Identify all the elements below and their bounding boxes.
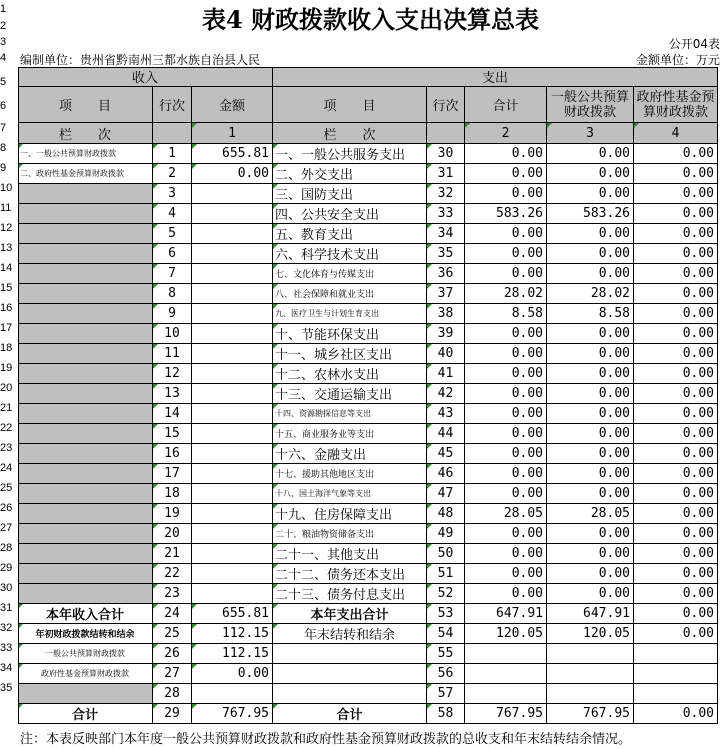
income-item[interactable]	[18, 364, 153, 384]
income-line-no[interactable]: 26	[153, 644, 192, 664]
expense-item[interactable]: 二十、粮油物资储备支出	[273, 524, 427, 544]
income-amount[interactable]	[192, 224, 273, 244]
income-item[interactable]	[18, 344, 153, 364]
expense-item[interactable]: 十七、援助其他地区支出	[273, 464, 427, 484]
expense-total[interactable]: 0.00	[465, 584, 547, 604]
expense-general-budget[interactable]: 0.00	[547, 564, 634, 584]
income-amount[interactable]	[192, 264, 273, 284]
expense-general-budget[interactable]: 583.26	[547, 204, 634, 224]
expense-item[interactable]: 二十三、债务付息支出	[273, 584, 427, 604]
table-note[interactable]: 注：本表反映部门本年度一般公共预算财政拨款和政府性基金预算财政拨款的总收支和年末结转结余情况。	[20, 732, 632, 747]
header-general-budget[interactable]: 一般公共预算财政拨款	[547, 87, 634, 123]
income-item[interactable]	[18, 404, 153, 424]
expense-total[interactable]: 0.00	[465, 484, 547, 504]
expense-gov-fund[interactable]: 0.00	[634, 504, 718, 524]
row-number[interactable]: 34	[0, 662, 13, 674]
expense-total[interactable]: 0.00	[465, 224, 547, 244]
header-col-1[interactable]: 1	[192, 123, 273, 144]
row-number[interactable]: 10	[0, 182, 13, 194]
row-number[interactable]: 14	[0, 262, 13, 274]
row-number[interactable]: 24	[0, 462, 13, 474]
income-item[interactable]	[18, 304, 153, 324]
report-title[interactable]: 表4 财政拨款收入支出决算总表	[201, 5, 540, 34]
income-line-no[interactable]: 7	[153, 264, 192, 284]
row-number[interactable]: 8	[0, 142, 7, 154]
income-item[interactable]	[18, 184, 153, 204]
expense-general-budget[interactable]: 0.00	[547, 264, 634, 284]
expense-total[interactable]: 0.00	[465, 404, 547, 424]
form-code[interactable]: 公开04表	[668, 36, 720, 51]
expense-item[interactable]: 本年支出合计	[273, 604, 427, 624]
expense-general-budget[interactable]: 0.00	[547, 524, 634, 544]
row-number[interactable]: 35	[0, 682, 13, 694]
expense-line-no[interactable]: 50	[427, 544, 465, 564]
row-number[interactable]: 2	[0, 20, 7, 32]
income-line-no[interactable]: 11	[153, 344, 192, 364]
expense-gov-fund[interactable]: 0.00	[634, 364, 718, 384]
expense-gov-fund[interactable]: 0.00	[634, 264, 718, 284]
expense-total[interactable]: 8.58	[465, 304, 547, 324]
income-item[interactable]	[18, 224, 153, 244]
row-number[interactable]: 21	[0, 402, 13, 414]
expense-general-budget[interactable]: 0.00	[547, 224, 634, 244]
expense-general-budget[interactable]: 0.00	[547, 144, 634, 164]
expense-total[interactable]: 0.00	[465, 164, 547, 184]
expense-line-no[interactable]: 42	[427, 384, 465, 404]
reporting-unit[interactable]: 编制单位：贵州省黔南州三都水族自治县人民	[20, 52, 261, 67]
income-amount[interactable]	[192, 444, 273, 464]
expense-item[interactable]: 十九、住房保障支出	[273, 504, 427, 524]
header-col-4[interactable]: 4	[634, 123, 718, 144]
expense-general-budget[interactable]: 0.00	[547, 584, 634, 604]
expense-item[interactable]	[273, 664, 427, 684]
expense-gov-fund[interactable]: 0.00	[634, 384, 718, 404]
income-amount[interactable]	[192, 304, 273, 324]
header-column-label[interactable]: 栏 次	[18, 123, 153, 144]
expense-line-no[interactable]: 36	[427, 264, 465, 284]
expense-general-budget[interactable]: 0.00	[547, 484, 634, 504]
header-total[interactable]: 合计	[465, 87, 547, 123]
expense-line-no[interactable]: 38	[427, 304, 465, 324]
income-amount[interactable]	[192, 464, 273, 484]
income-item[interactable]: 一般公共预算财政拨款	[18, 644, 153, 664]
income-line-no[interactable]: 27	[153, 664, 192, 684]
income-amount[interactable]	[192, 484, 273, 504]
expense-item[interactable]: 二十二、债务还本支出	[273, 564, 427, 584]
income-amount[interactable]: 767.95	[192, 704, 273, 724]
income-amount[interactable]	[192, 204, 273, 224]
income-line-no[interactable]: 14	[153, 404, 192, 424]
expense-total[interactable]: 0.00	[465, 244, 547, 264]
expense-line-no[interactable]: 40	[427, 344, 465, 364]
income-item[interactable]	[18, 564, 153, 584]
row-number[interactable]: 4	[0, 52, 7, 64]
expense-gov-fund[interactable]: 0.00	[634, 564, 718, 584]
row-number[interactable]: 12	[0, 222, 13, 234]
expense-total[interactable]: 0.00	[465, 344, 547, 364]
expense-gov-fund[interactable]: 0.00	[634, 444, 718, 464]
income-item[interactable]: 本年收入合计	[18, 604, 153, 624]
expense-total[interactable]	[465, 684, 547, 704]
income-item[interactable]: 合计	[18, 704, 153, 724]
expense-gov-fund[interactable]: 0.00	[634, 704, 718, 724]
row-number[interactable]: 9	[0, 162, 7, 174]
row-number[interactable]: 7	[0, 122, 7, 134]
expense-total[interactable]: 0.00	[465, 264, 547, 284]
income-amount[interactable]	[192, 344, 273, 364]
expense-total[interactable]: 0.00	[465, 364, 547, 384]
income-amount[interactable]	[192, 424, 273, 444]
income-line-no[interactable]: 20	[153, 524, 192, 544]
expense-gov-fund[interactable]: 0.00	[634, 584, 718, 604]
expense-general-budget[interactable]: 0.00	[547, 344, 634, 364]
expense-gov-fund[interactable]: 0.00	[634, 204, 718, 224]
income-item[interactable]	[18, 264, 153, 284]
income-line-no[interactable]: 24	[153, 604, 192, 624]
income-line-no[interactable]: 8	[153, 284, 192, 304]
expense-total[interactable]: 0.00	[465, 564, 547, 584]
expense-general-budget[interactable]: 647.91	[547, 604, 634, 624]
expense-line-no[interactable]: 45	[427, 444, 465, 464]
income-line-no[interactable]: 19	[153, 504, 192, 524]
row-number[interactable]: 27	[0, 522, 13, 534]
expense-item[interactable]: 二、外交支出	[273, 164, 427, 184]
expense-total[interactable]: 0.00	[465, 544, 547, 564]
expense-total[interactable]: 0.00	[465, 524, 547, 544]
income-item[interactable]	[18, 504, 153, 524]
expense-total[interactable]: 0.00	[465, 324, 547, 344]
expense-line-no[interactable]: 33	[427, 204, 465, 224]
expense-line-no[interactable]: 30	[427, 144, 465, 164]
expense-line-no[interactable]: 31	[427, 164, 465, 184]
expense-general-budget[interactable]: 0.00	[547, 184, 634, 204]
header-column-line[interactable]	[153, 123, 192, 144]
income-line-no[interactable]: 9	[153, 304, 192, 324]
income-item[interactable]	[18, 684, 153, 704]
expense-gov-fund[interactable]: 0.00	[634, 224, 718, 244]
expense-gov-fund[interactable]: 0.00	[634, 304, 718, 324]
expense-general-budget[interactable]	[547, 664, 634, 684]
expense-general-budget[interactable]	[547, 684, 634, 704]
row-number[interactable]: 1	[0, 3, 7, 15]
expense-item[interactable]: 六、科学技术支出	[273, 244, 427, 264]
income-item[interactable]: 年初财政拨款结转和结余	[18, 624, 153, 644]
income-amount[interactable]	[192, 544, 273, 564]
expense-gov-fund[interactable]: 0.00	[634, 184, 718, 204]
income-line-no[interactable]: 28	[153, 684, 192, 704]
income-item[interactable]	[18, 584, 153, 604]
row-number[interactable]: 3	[0, 36, 7, 48]
header-column-label[interactable]: 栏 次	[273, 123, 427, 144]
income-item[interactable]	[18, 204, 153, 224]
income-line-no[interactable]: 10	[153, 324, 192, 344]
row-number[interactable]: 33	[0, 642, 13, 654]
income-amount[interactable]	[192, 364, 273, 384]
expense-gov-fund[interactable]: 0.00	[634, 524, 718, 544]
income-amount[interactable]: 112.15	[192, 624, 273, 644]
expense-gov-fund[interactable]: 0.00	[634, 144, 718, 164]
income-item[interactable]	[18, 464, 153, 484]
income-line-no[interactable]: 2	[153, 164, 192, 184]
expense-gov-fund[interactable]	[634, 664, 718, 684]
expense-item[interactable]: 五、教育支出	[273, 224, 427, 244]
row-number[interactable]: 28	[0, 542, 13, 554]
expense-gov-fund[interactable]: 0.00	[634, 464, 718, 484]
income-item[interactable]: 一、一般公共预算财政拨款	[18, 144, 153, 164]
income-item[interactable]: 政府性基金预算财政拨款	[18, 664, 153, 684]
expense-line-no[interactable]: 58	[427, 704, 465, 724]
income-item[interactable]	[18, 324, 153, 344]
expense-gov-fund[interactable]: 0.00	[634, 324, 718, 344]
income-line-no[interactable]: 1	[153, 144, 192, 164]
row-number[interactable]: 32	[0, 622, 13, 634]
expense-total[interactable]: 647.91	[465, 604, 547, 624]
header-expense-line[interactable]: 行次	[427, 87, 465, 123]
income-line-no[interactable]: 29	[153, 704, 192, 724]
expense-line-no[interactable]: 35	[427, 244, 465, 264]
expense-gov-fund[interactable]: 0.00	[634, 604, 718, 624]
expense-item[interactable]: 十三、交通运输支出	[273, 384, 427, 404]
income-amount[interactable]	[192, 524, 273, 544]
expense-line-no[interactable]: 53	[427, 604, 465, 624]
header-income[interactable]: 收入	[18, 67, 273, 87]
expense-general-budget[interactable]: 0.00	[547, 384, 634, 404]
expense-general-budget[interactable]: 767.95	[547, 704, 634, 724]
row-number[interactable]: 18	[0, 342, 13, 354]
header-column-line[interactable]	[427, 123, 465, 144]
row-number[interactable]: 17	[0, 322, 13, 334]
expense-gov-fund[interactable]: 0.00	[634, 404, 718, 424]
expense-item[interactable]: 三、国防支出	[273, 184, 427, 204]
income-line-no[interactable]: 23	[153, 584, 192, 604]
income-item[interactable]	[18, 444, 153, 464]
income-amount[interactable]: 112.15	[192, 644, 273, 664]
income-line-no[interactable]: 17	[153, 464, 192, 484]
expense-item[interactable]: 八、社会保障和就业支出	[273, 284, 427, 304]
expense-general-budget[interactable]: 8.58	[547, 304, 634, 324]
expense-line-no[interactable]: 37	[427, 284, 465, 304]
expense-item[interactable]: 四、公共安全支出	[273, 204, 427, 224]
income-line-no[interactable]: 13	[153, 384, 192, 404]
row-number[interactable]: 25	[0, 482, 13, 494]
expense-line-no[interactable]: 54	[427, 624, 465, 644]
expense-general-budget[interactable]: 28.05	[547, 504, 634, 524]
expense-general-budget[interactable]: 0.00	[547, 244, 634, 264]
row-number[interactable]: 23	[0, 442, 13, 454]
expense-item[interactable]	[273, 644, 427, 664]
expense-line-no[interactable]: 43	[427, 404, 465, 424]
expense-item[interactable]: 十六、金融支出	[273, 444, 427, 464]
income-amount[interactable]	[192, 244, 273, 264]
expense-item[interactable]: 十二、农林水支出	[273, 364, 427, 384]
row-number[interactable]: 19	[0, 362, 13, 374]
expense-general-budget[interactable]: 0.00	[547, 164, 634, 184]
income-line-no[interactable]: 5	[153, 224, 192, 244]
expense-total[interactable]: 583.26	[465, 204, 547, 224]
expense-line-no[interactable]: 46	[427, 464, 465, 484]
expense-line-no[interactable]: 39	[427, 324, 465, 344]
income-amount[interactable]	[192, 384, 273, 404]
income-amount[interactable]	[192, 284, 273, 304]
row-number[interactable]: 15	[0, 282, 13, 294]
income-line-no[interactable]: 4	[153, 204, 192, 224]
expense-item[interactable]: 一、一般公共服务支出	[273, 144, 427, 164]
income-item[interactable]	[18, 544, 153, 564]
income-amount[interactable]: 655.81	[192, 144, 273, 164]
income-amount[interactable]: 0.00	[192, 164, 273, 184]
expense-total[interactable]: 0.00	[465, 184, 547, 204]
income-item[interactable]	[18, 484, 153, 504]
header-expense[interactable]: 支出	[273, 67, 718, 87]
expense-line-no[interactable]: 48	[427, 504, 465, 524]
expense-item[interactable]: 合计	[273, 704, 427, 724]
expense-line-no[interactable]: 47	[427, 484, 465, 504]
expense-line-no[interactable]: 56	[427, 664, 465, 684]
expense-general-budget[interactable]: 0.00	[547, 544, 634, 564]
expense-item[interactable]: 年末结转和结余	[273, 624, 427, 644]
expense-gov-fund[interactable]: 0.00	[634, 424, 718, 444]
income-item[interactable]	[18, 524, 153, 544]
header-income-line[interactable]: 行次	[153, 87, 192, 123]
row-number[interactable]: 5	[0, 76, 7, 88]
expense-general-budget[interactable]: 120.05	[547, 624, 634, 644]
income-item[interactable]	[18, 424, 153, 444]
income-amount[interactable]	[192, 684, 273, 704]
expense-gov-fund[interactable]: 0.00	[634, 544, 718, 564]
expense-total[interactable]: 0.00	[465, 144, 547, 164]
expense-gov-fund[interactable]: 0.00	[634, 624, 718, 644]
header-income-amount[interactable]: 金额	[192, 87, 273, 123]
row-number[interactable]: 31	[0, 602, 13, 614]
expense-line-no[interactable]: 44	[427, 424, 465, 444]
expense-item[interactable]: 九、医疗卫生与计划生育支出	[273, 304, 427, 324]
expense-line-no[interactable]: 52	[427, 584, 465, 604]
expense-general-budget[interactable]: 0.00	[547, 364, 634, 384]
expense-gov-fund[interactable]: 0.00	[634, 284, 718, 304]
expense-item[interactable]: 十五、商业服务业等支出	[273, 424, 427, 444]
income-amount[interactable]	[192, 584, 273, 604]
row-number[interactable]: 13	[0, 242, 13, 254]
row-number[interactable]: 26	[0, 502, 13, 514]
income-line-no[interactable]: 18	[153, 484, 192, 504]
expense-total[interactable]: 28.05	[465, 504, 547, 524]
income-amount[interactable]	[192, 324, 273, 344]
expense-line-no[interactable]: 55	[427, 644, 465, 664]
expense-line-no[interactable]: 57	[427, 684, 465, 704]
income-line-no[interactable]: 15	[153, 424, 192, 444]
income-item[interactable]	[18, 244, 153, 264]
expense-gov-fund[interactable]: 0.00	[634, 244, 718, 264]
expense-item[interactable]: 十一、城乡社区支出	[273, 344, 427, 364]
income-amount[interactable]	[192, 564, 273, 584]
expense-general-budget[interactable]: 0.00	[547, 464, 634, 484]
expense-item[interactable]	[273, 684, 427, 704]
expense-gov-fund[interactable]	[634, 684, 718, 704]
income-amount[interactable]	[192, 184, 273, 204]
row-number[interactable]: 22	[0, 422, 13, 434]
expense-line-no[interactable]: 41	[427, 364, 465, 384]
income-line-no[interactable]: 12	[153, 364, 192, 384]
expense-general-budget[interactable]: 28.02	[547, 284, 634, 304]
expense-total[interactable]: 0.00	[465, 464, 547, 484]
expense-item[interactable]: 二十一、其他支出	[273, 544, 427, 564]
income-amount[interactable]	[192, 504, 273, 524]
row-number[interactable]: 29	[0, 562, 13, 574]
row-number[interactable]: 30	[0, 582, 13, 594]
expense-item[interactable]: 十八、国土海洋气象等支出	[273, 484, 427, 504]
expense-gov-fund[interactable]: 0.00	[634, 484, 718, 504]
expense-gov-fund[interactable]: 0.00	[634, 344, 718, 364]
expense-gov-fund[interactable]	[634, 644, 718, 664]
income-item[interactable]: 二、政府性基金预算财政拨款	[18, 164, 153, 184]
income-amount[interactable]: 0.00	[192, 664, 273, 684]
row-number[interactable]: 20	[0, 382, 13, 394]
income-line-no[interactable]: 22	[153, 564, 192, 584]
expense-total[interactable]: 767.95	[465, 704, 547, 724]
income-line-no[interactable]: 3	[153, 184, 192, 204]
header-income-item[interactable]: 项 目	[18, 87, 153, 123]
expense-total[interactable]: 0.00	[465, 444, 547, 464]
row-number[interactable]: 16	[0, 302, 13, 314]
expense-line-no[interactable]: 34	[427, 224, 465, 244]
row-number[interactable]: 6	[0, 100, 7, 112]
row-number[interactable]: 11	[0, 202, 12, 214]
expense-total[interactable]: 0.00	[465, 424, 547, 444]
header-expense-item[interactable]: 项 目	[273, 87, 427, 123]
income-amount[interactable]: 655.81	[192, 604, 273, 624]
expense-general-budget[interactable]: 0.00	[547, 324, 634, 344]
amount-unit[interactable]: 金额单位：万元	[635, 52, 720, 67]
income-line-no[interactable]: 16	[153, 444, 192, 464]
income-item[interactable]	[18, 384, 153, 404]
expense-total[interactable]: 0.00	[465, 384, 547, 404]
expense-general-budget[interactable]	[547, 644, 634, 664]
header-col-2[interactable]: 2	[465, 123, 547, 144]
income-line-no[interactable]: 25	[153, 624, 192, 644]
expense-total[interactable]	[465, 644, 547, 664]
expense-general-budget[interactable]: 0.00	[547, 424, 634, 444]
expense-gov-fund[interactable]: 0.00	[634, 164, 718, 184]
income-item[interactable]	[18, 284, 153, 304]
expense-total[interactable]: 120.05	[465, 624, 547, 644]
expense-line-no[interactable]: 51	[427, 564, 465, 584]
income-line-no[interactable]: 21	[153, 544, 192, 564]
header-col-3[interactable]: 3	[547, 123, 634, 144]
income-line-no[interactable]: 6	[153, 244, 192, 264]
expense-item[interactable]: 七、文化体育与传媒支出	[273, 264, 427, 284]
expense-total[interactable]	[465, 664, 547, 684]
expense-item[interactable]: 十、节能环保支出	[273, 324, 427, 344]
expense-line-no[interactable]: 32	[427, 184, 465, 204]
expense-item[interactable]: 十四、资源勘探信息等支出	[273, 404, 427, 424]
income-amount[interactable]	[192, 404, 273, 424]
expense-line-no[interactable]: 49	[427, 524, 465, 544]
expense-total[interactable]: 28.02	[465, 284, 547, 304]
expense-general-budget[interactable]: 0.00	[547, 404, 634, 424]
expense-general-budget[interactable]: 0.00	[547, 444, 634, 464]
header-gov-fund[interactable]: 政府性基金预算财政拨款	[634, 87, 718, 123]
